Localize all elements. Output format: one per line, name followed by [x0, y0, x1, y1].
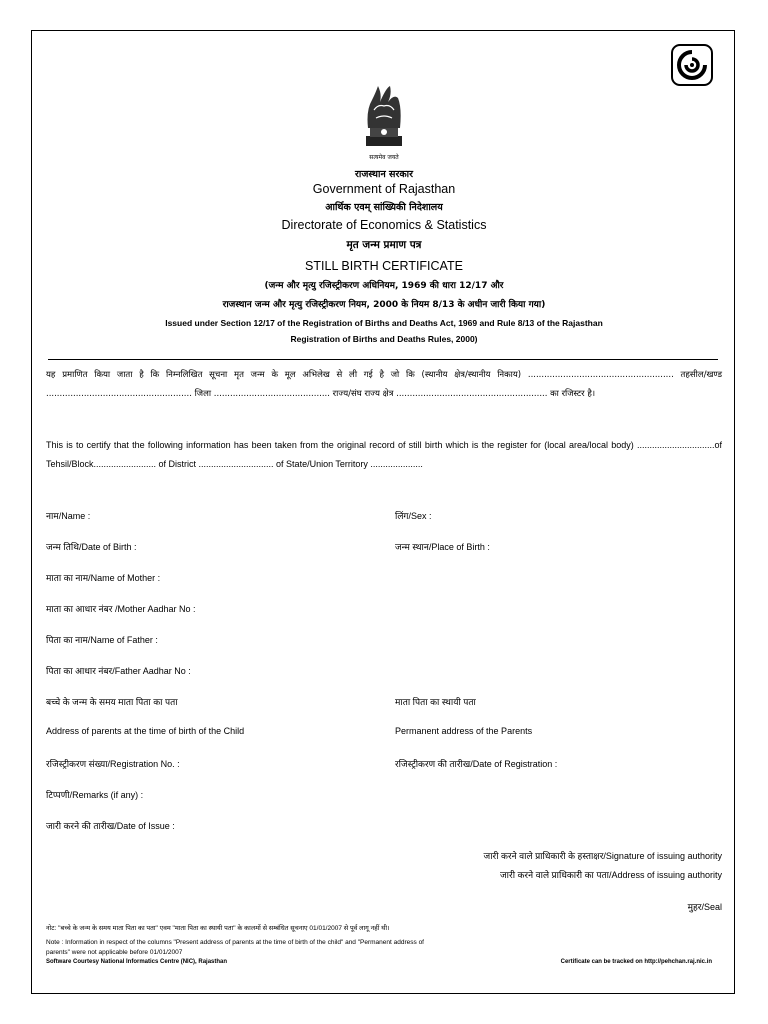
note-english-line1: Note : Information in respect of the columns "Present address of parents at the time of birth of the child" and "Permanent address of: [46, 939, 424, 946]
seal-label: मुहर/Seal: [687, 902, 722, 912]
address-perm-hindi: माता पिता का स्थायी पता: [395, 697, 476, 707]
directorate-english: Directorate of Economics & Statistics: [281, 218, 487, 232]
govt-hindi: राजस्थान सरकार: [355, 169, 413, 180]
dob-field: जन्म तिथि/Date of Birth :: [46, 542, 137, 552]
pob-field: जन्म स्थान/Place of Birth :: [395, 542, 490, 552]
authority-address: जारी करने वाले प्राधिकारी का पता/Address of issuing authority: [500, 870, 722, 880]
name-field: नाम/Name :: [46, 511, 91, 521]
certify-hindi: यह प्रमाणित किया जाता है कि निम्नलिखित सूचना मृत जन्म के मूल अभिलेख से ली गई है जो कि (स्थानीय क्षेत्र/स्थानीय निकाय) ...................................................... तहसील/खण्ड ...................................................... जिला ........................................... राज्य/संघ राज्य क्षेत्र ........................................................ का रजिस्टर है।: [46, 370, 722, 399]
registration-date-field: रजिस्ट्रीकरण की तारीख/Date of Registration :: [395, 759, 558, 769]
issue-date-field: जारी करने की तारीख/Date of Issue :: [46, 821, 175, 831]
certify-english: This is to certify that the following information has been taken from the original record of still birth which is the register for (local area/local body) ...............................of Tehsil/Block......................... of District .............................. of State/Union Territory .....................: [46, 440, 722, 469]
sex-field: लिंग/Sex :: [395, 511, 432, 521]
footer-tracking: Certificate can be tracked on http://pehchan.raj.nic.in: [560, 959, 712, 965]
address-birth-hindi: बच्चे के जन्म के समय माता पिता का पता: [46, 697, 178, 707]
directorate-hindi: आर्थिक एवम् सांख्यिकी निदेशालय: [325, 202, 443, 213]
divider-line: [48, 359, 718, 360]
act-english-line2: Registration of Births and Deaths Rules, 2000): [290, 334, 478, 344]
govt-english: Government of Rajasthan: [312, 182, 456, 196]
father-name-field: पिता का नाम/Name of Father :: [46, 635, 158, 645]
mother-name-field: माता का नाम/Name of Mother :: [46, 573, 161, 583]
cert-title-hindi: मृत जन्म प्रमाण पत्र: [346, 239, 422, 251]
note-english-line2: parents" were not applicable before 01/01/2007: [46, 949, 183, 956]
act-english-line1: Issued under Section 12/17 of the Registration of Births and Deaths Act, 1969 and Rule 8/13 of the Rajasthan: [165, 318, 603, 328]
mother-aadhar-field: माता का आधार नंबर /Mother Aadhar No :: [46, 604, 196, 614]
national-emblem-icon: [356, 80, 412, 164]
registration-no-field: रजिस्ट्रीकरण संख्या/Registration No. :: [46, 759, 180, 769]
act-hindi-line2: राजस्थान जन्म और मृत्यु रजिस्ट्रीकरण नियम, 2000 के नियम 8/13 के अधीन जारी किया गया): [222, 300, 546, 310]
footer-software: Software Courtesy National Informatics Centre (NIC), Rajasthan: [46, 959, 228, 965]
authority-signature: जारी करने वाले प्राधिकारी के हस्ताक्षर/Signature of issuing authority: [483, 851, 722, 861]
address-birth-english: Address of parents at the time of birth of the Child: [46, 726, 245, 736]
emblem-motto: सत्यमेव जयते: [369, 154, 399, 161]
cert-title-english: STILL BIRTH CERTIFICATE: [305, 259, 463, 273]
pehchan-logo-icon: [671, 44, 713, 86]
father-aadhar-field: पिता का आधार नंबर/Father Aadhar No :: [46, 666, 191, 676]
address-perm-english: Permanent address of the Parents: [395, 726, 533, 736]
note-hindi: नोट: "बच्चे के जन्म के समय माता पिता का पता" एवम "माता पिता का स्थायी पता" के कालमों से सम्बंधित सूचनाए 01/01/2007 से पूर्व लागू नहीं थी।: [46, 925, 390, 932]
act-hindi-line1: (जन्म और मृत्यु रजिस्ट्रीकरण अधिनियम, 1969 की धारा 12/17 और: [264, 281, 504, 291]
remarks-field: टिप्पणी/Remarks (if any) :: [46, 790, 144, 800]
